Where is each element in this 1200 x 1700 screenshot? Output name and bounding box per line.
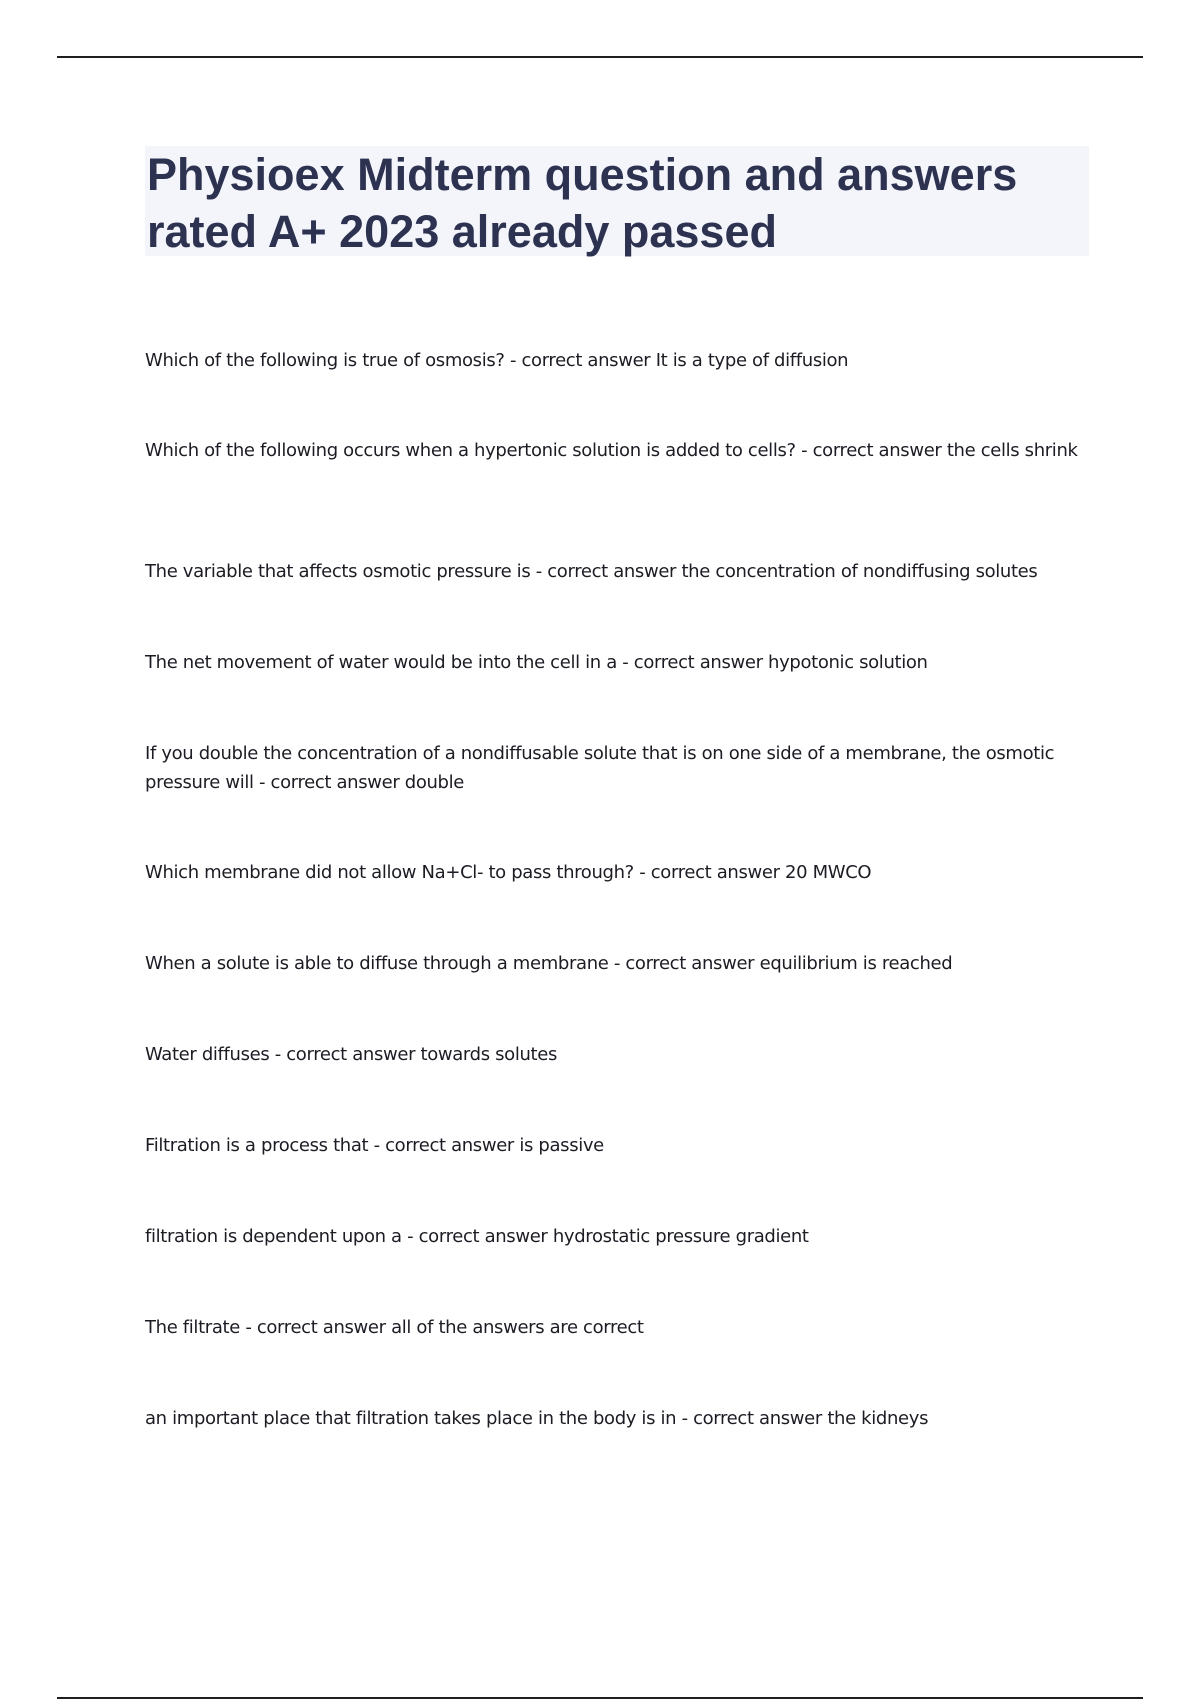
title-line-2: rated A+ 2023 already passed — [147, 206, 777, 257]
qa-item-2 — [145, 436, 1090, 557]
qa-text: The filtrate - correct answer all of the answers are correct — [145, 1317, 644, 1338]
qa-item-12 — [145, 1404, 1090, 1464]
top-rule — [57, 56, 1143, 58]
qa-item-7 — [145, 949, 1090, 1040]
document-title — [145, 146, 1089, 260]
title-highlight — [145, 146, 1089, 256]
qa-text: Which of the following is true of osmosis? - correct answer It is a type of diffusion — [145, 350, 849, 371]
qa-text: The variable that affects osmotic pressure is - correct answer the concentration of nondiffusing solutes — [145, 561, 1038, 582]
qa-text: If you double the concentration of a nondiffusable solute that is on one side of a membrane, the osmotic pressure will - correct answer double — [145, 743, 1055, 793]
qa-item-9 — [145, 1131, 1090, 1222]
bottom-rule — [57, 1697, 1143, 1699]
qa-list — [145, 346, 1090, 1464]
qa-text: Which membrane did not allow Na+Cl- to pass through? - correct answer 20 MWCO — [145, 862, 872, 883]
qa-item-4 — [145, 648, 1090, 739]
title-line-1: Physioex Midterm question and answers — [147, 149, 1018, 200]
qa-item-3 — [145, 557, 1090, 648]
qa-text: Filtration is a process that - correct answer is passive — [145, 1135, 604, 1156]
qa-item-10 — [145, 1222, 1090, 1313]
qa-text: Water diffuses - correct answer towards solutes — [145, 1044, 557, 1065]
qa-item-5 — [145, 739, 1090, 858]
qa-item-1 — [145, 346, 1090, 436]
qa-item-11 — [145, 1313, 1090, 1404]
qa-item-6 — [145, 858, 1090, 949]
qa-text: an important place that filtration takes place in the body is in - correct answer the kidneys — [145, 1408, 929, 1429]
qa-text: filtration is dependent upon a - correct answer hydrostatic pressure gradient — [145, 1226, 809, 1247]
qa-item-8 — [145, 1040, 1090, 1131]
qa-text: Which of the following occurs when a hypertonic solution is added to cells? - correct answer the cells shrink — [145, 440, 1078, 461]
qa-text: When a solute is able to diffuse through a membrane - correct answer equilibrium is reached — [145, 953, 953, 974]
qa-text: The net movement of water would be into the cell in a - correct answer hypotonic solution — [145, 652, 928, 673]
